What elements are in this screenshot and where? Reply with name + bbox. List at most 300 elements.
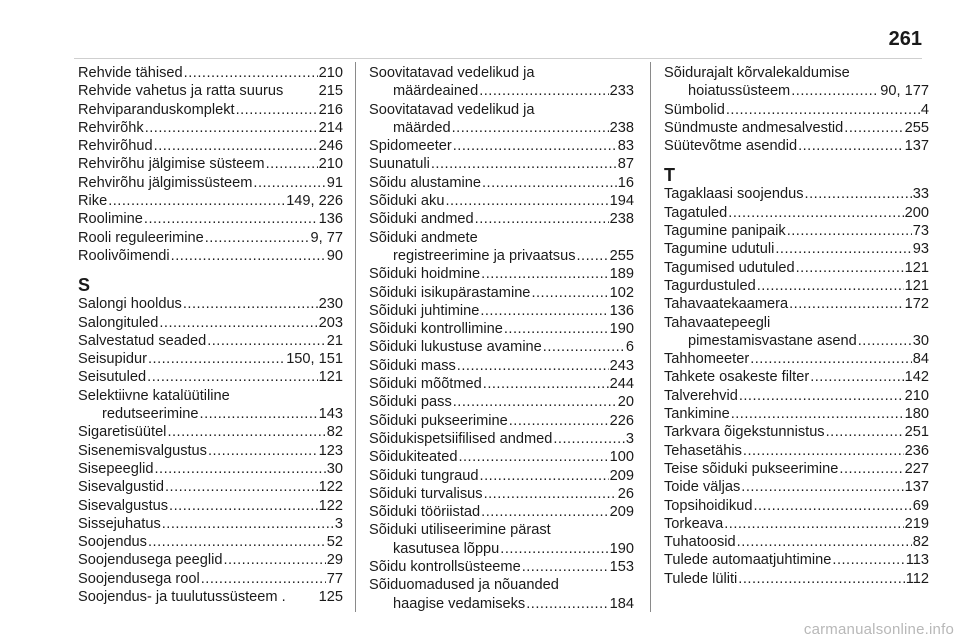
index-entry: [78, 192, 343, 210]
index-entry-page: 214: [318, 119, 343, 136]
index-entry-text: Salvestatud seaded: [78, 332, 207, 349]
index-entry-text: Soovitatavad vedelikud ja: [369, 101, 535, 118]
index-letter-heading: T: [664, 165, 675, 186]
index-entry-page: 33: [912, 186, 929, 203]
index-entry: [78, 82, 343, 100]
dot-leader: [148, 533, 326, 551]
index-entry-page: 243: [609, 357, 634, 374]
dot-leader: [154, 137, 318, 155]
index-entry: [369, 485, 634, 503]
index-entry-text: Soojendus- ja tuulutussüsteem .: [78, 589, 286, 606]
index-entry-page: 255: [904, 119, 929, 136]
column-divider: [650, 62, 651, 612]
index-entry: [78, 137, 343, 155]
index-entry-text: Sisevalgustid: [78, 479, 164, 496]
index-entry-page: 137: [904, 479, 929, 496]
index-entry: [664, 497, 929, 515]
index-entry-page: 123: [318, 442, 343, 459]
index-entry: [664, 332, 929, 350]
dot-leader: [504, 320, 609, 338]
index-entry-page: 227: [904, 460, 929, 477]
index-entry: [78, 570, 343, 588]
index-entry-page: 90: [326, 247, 343, 264]
dot-leader: [480, 302, 608, 320]
index-entry-text: Tagatuled: [664, 204, 728, 221]
dot-leader: [483, 375, 609, 393]
index-entry-page: 84: [912, 351, 929, 368]
index-entry-text: Tehasetähis: [664, 442, 742, 459]
index-entry-text: Tagurdustuled: [664, 277, 756, 294]
index-entry: [78, 155, 343, 173]
index-entry-page: 29: [326, 552, 343, 569]
index-entry-page: 210: [318, 156, 343, 173]
index-entry: [664, 137, 929, 155]
index-entry-text: Tahavaatepeegli: [664, 314, 771, 331]
index-entry-page: 77: [326, 570, 343, 587]
dot-leader: [805, 185, 912, 203]
index-entry-page: 215: [318, 83, 343, 100]
dot-leader: [162, 515, 334, 533]
dot-leader: [738, 570, 904, 588]
index-entry-page: 210: [904, 387, 929, 404]
column-divider: [355, 62, 356, 612]
dot-leader: [108, 192, 285, 210]
index-entry-text: Soojendusega peeglid: [78, 552, 223, 569]
index-entry: [369, 375, 634, 393]
index-entry-text: Sõiduki mõõtmed: [369, 376, 482, 393]
index-entry-page: 203: [318, 314, 343, 331]
dot-leader: [798, 137, 904, 155]
index-entry-text: määrdeained: [393, 83, 479, 100]
index-entry-text: registreerimine ja privaatsus: [393, 247, 576, 264]
index-entry-text: Tahavaatekaamera: [664, 296, 789, 313]
index-entry-page: 30: [912, 332, 929, 349]
index-entry-page: 82: [326, 424, 343, 441]
watermark: carmanualsonline.info: [803, 621, 954, 638]
index-entry: [369, 393, 634, 411]
dot-leader: [144, 210, 318, 228]
index-entry-page: 100: [609, 449, 634, 466]
index-entry-text: redutseerimine: [102, 406, 199, 423]
dot-leader: [726, 101, 920, 119]
index-entry-text: Rehvirõhu jälgimise süsteem: [78, 156, 265, 173]
index-entry-text: Rehviparanduskomplekt: [78, 101, 235, 118]
index-entry: [664, 387, 929, 405]
index-entry-page: 136: [609, 302, 634, 319]
index-entry-page: 216: [318, 101, 343, 118]
dot-leader: [577, 247, 609, 265]
index-entry-text: Sõidukiteated: [369, 449, 458, 466]
index-entry: [664, 570, 929, 588]
index-entry-text: Sõiduki andmete: [369, 229, 478, 246]
index-entry-text: Sissejuhatus: [78, 515, 161, 532]
index-entry-page: 209: [609, 504, 634, 521]
dot-leader: [223, 551, 325, 569]
index-entry: [664, 368, 929, 386]
index-entry: [78, 314, 343, 332]
index-entry-text: Sõiduki utiliseerimine pärast: [369, 522, 551, 539]
dot-leader: [482, 174, 617, 192]
index-entry: [78, 229, 343, 247]
index-entry-page: 230: [318, 296, 343, 313]
header-rule: [74, 58, 922, 59]
index-entry-page: 238: [609, 211, 634, 228]
index-entry-text: Tuhatoosid: [664, 534, 736, 551]
dot-leader: [737, 533, 912, 551]
dot-leader: [522, 558, 609, 576]
index-entry-page: 238: [609, 119, 634, 136]
index-entry-text: Rehvirõhu jälgimissüsteem: [78, 174, 253, 191]
index-entry: [369, 302, 634, 320]
index-entry: [664, 259, 929, 277]
dot-leader: [826, 423, 904, 441]
dot-leader: [445, 192, 608, 210]
index-entry-page: 52: [326, 534, 343, 551]
index-entry: [664, 82, 929, 100]
dot-leader: [791, 82, 879, 100]
index-entry-text: Rehvide tähised: [78, 65, 183, 81]
dot-leader: [858, 332, 912, 350]
index-entry: [369, 540, 634, 558]
index-entry-text: kasutusea lõppu: [393, 540, 500, 557]
index-entry-page: 236: [904, 442, 929, 459]
dot-leader: [201, 570, 326, 588]
dot-leader: [787, 222, 912, 240]
index-entry-heading: [369, 101, 634, 119]
dot-leader: [236, 101, 318, 119]
index-entry: [664, 240, 929, 258]
index-entry-text: Sõiduki juhtimine: [369, 302, 480, 319]
index-entry-text: Tulede lüliti: [664, 570, 738, 587]
index-entry-page: 6: [625, 339, 634, 356]
index-entry-page: 20: [617, 394, 634, 411]
index-entry-heading: [78, 387, 343, 405]
dot-leader: [832, 551, 904, 569]
index-entry: [369, 448, 634, 466]
index-entry-text: Sisepeeglid: [78, 460, 154, 477]
index-entry-page: 219: [904, 515, 929, 532]
index-entry-page: 16: [617, 174, 634, 191]
index-entry-text: Sisevalgustus: [78, 497, 169, 514]
index-entry-page: 194: [609, 193, 634, 210]
index-entry-text: Sõiduki pukseerimine: [369, 412, 508, 429]
index-entry: [369, 595, 634, 613]
index-entry: [369, 82, 634, 100]
index-entry-text: Sõiduki andmed: [369, 211, 474, 228]
dot-leader: [753, 497, 911, 515]
index-entry: [78, 119, 343, 137]
index-entry: [369, 210, 634, 228]
index-entry-page: 150, 151: [286, 351, 343, 368]
index-entry: [78, 295, 343, 313]
dot-leader: [484, 485, 617, 503]
index-entry-page: 136: [318, 211, 343, 228]
index-entry-text: Sõiduki aku: [369, 193, 445, 210]
index-entry-page: 91: [326, 174, 343, 191]
index-entry: [664, 350, 929, 368]
index-entry: [369, 119, 634, 137]
index-entry-page: 180: [904, 406, 929, 423]
index-entry-page: 87: [617, 156, 634, 173]
index-entry-page: 90, 177: [880, 83, 929, 100]
index-entry: [78, 174, 343, 192]
index-entry: [664, 101, 929, 119]
dot-leader: [148, 350, 285, 368]
index-entry-text: Sõidu kontrollsüsteeme: [369, 559, 521, 576]
index-entry-text: Teise sõiduki pukseerimine: [664, 460, 839, 477]
index-entry-page: 125: [318, 589, 343, 606]
index-entry-page: 153: [609, 559, 634, 576]
index-entry-text: Tagumised udutuled: [664, 259, 795, 276]
index-entry-text: Spidomeeter: [369, 138, 452, 155]
index-entry-page: 9, 77: [310, 229, 343, 246]
index-entry-page: 200: [904, 204, 929, 221]
index-letter-heading: S: [78, 275, 91, 296]
index-entry-text: Süütevõtme asendid: [664, 138, 798, 155]
index-entry-text: Tagumine udutuli: [664, 241, 775, 258]
dot-leader: [208, 442, 318, 460]
dot-leader: [253, 174, 325, 192]
dot-leader: [457, 357, 609, 375]
index-entry: [78, 478, 343, 496]
dot-leader: [789, 295, 904, 313]
index-entry-text: Rike: [78, 193, 108, 210]
index-entry-text: Tagumine panipaik: [664, 223, 786, 240]
index-entry: [369, 357, 634, 375]
dot-leader: [739, 387, 904, 405]
index-entry-text: Sõiduki isikupärastamine: [369, 284, 531, 301]
index-entry-text: Soojendusega rool: [78, 570, 200, 587]
index-entry: [78, 533, 343, 551]
index-entry-text: Talverehvid: [664, 387, 738, 404]
dot-leader: [724, 515, 903, 533]
index-entry-text: Sõiduki kontrollimine: [369, 321, 503, 338]
index-entry-page: 190: [609, 321, 634, 338]
index-entry-text: Sõiduki lukustuse avamine: [369, 339, 542, 356]
index-entry-heading: [369, 229, 634, 247]
index-entry: [664, 222, 929, 240]
dot-leader: [741, 478, 903, 496]
index-entry-text: Seisutuled: [78, 369, 147, 386]
index-entry: [369, 247, 634, 265]
index-entry: [78, 64, 343, 82]
index-column-3: [664, 64, 929, 588]
index-entry-text: Tahkete osakeste filter: [664, 369, 810, 386]
index-entry: [664, 551, 929, 569]
index-entry: [664, 442, 929, 460]
index-entry: [369, 338, 634, 356]
index-entry: [78, 515, 343, 533]
index-entry-page: 121: [904, 277, 929, 294]
index-entry-text: Rehvide vahetus ja ratta suurus: [78, 83, 284, 100]
index-entry-text: Sigaretisüütel: [78, 424, 167, 441]
dot-leader: [743, 442, 904, 460]
index-entry-page: 93: [912, 241, 929, 258]
index-entry-page: 21: [326, 332, 343, 349]
index-entry-page: 246: [318, 138, 343, 155]
index-entry: [78, 210, 343, 228]
index-entry-page: 137: [904, 138, 929, 155]
index-entry: [369, 137, 634, 155]
index-entry-page: 26: [617, 485, 634, 502]
index-entry-text: haagise vedamiseks: [393, 595, 526, 612]
index-entry-text: Sõiduki turvalisus: [369, 485, 483, 502]
index-entry-page: 83: [617, 138, 634, 155]
index-entry: [369, 192, 634, 210]
dot-leader: [147, 368, 317, 386]
dot-leader: [145, 119, 318, 137]
page-number: 261: [888, 28, 922, 50]
dot-leader: [500, 540, 608, 558]
dot-leader: [775, 240, 911, 258]
index-entry-page: 190: [609, 540, 634, 557]
index-entry-page: 122: [318, 497, 343, 514]
index-entry: [664, 405, 929, 423]
index-entry: [78, 332, 343, 350]
index-entry-heading: [369, 64, 634, 82]
index-entry-page: 143: [318, 406, 343, 423]
index-entry-text: Torkeava: [664, 515, 724, 532]
dot-leader: [526, 595, 608, 613]
index-entry: [78, 247, 343, 265]
index-entry-text: Selektiivne katalüütiline: [78, 387, 230, 404]
index-entry: [664, 277, 929, 295]
dot-leader: [184, 64, 318, 82]
dot-leader: [154, 460, 325, 478]
dot-leader: [509, 412, 609, 430]
index-entry: [369, 320, 634, 338]
index-entry-text: Tarkvara õigekstunnistus: [664, 424, 825, 441]
index-entry-text: Sõiduki hoidmine: [369, 266, 481, 283]
index-entry-heading: [369, 521, 634, 539]
index-column-1: [78, 64, 343, 606]
index-entry-page: 122: [318, 479, 343, 496]
index-entry: [78, 497, 343, 515]
index-entry: [664, 119, 929, 137]
index-entry-page: 112: [905, 570, 929, 587]
index-entry-text: pimestamisvastane asend: [688, 332, 857, 349]
index-entry-page: 121: [318, 369, 343, 386]
index-entry: [78, 442, 343, 460]
index-entry-text: Rehvirõhud: [78, 138, 153, 155]
index-entry-page: 142: [904, 369, 929, 386]
index-entry: [369, 467, 634, 485]
index-entry-text: Roolimine: [78, 211, 143, 228]
index-entry: [664, 185, 929, 203]
index-entry-page: 102: [609, 284, 634, 301]
dot-leader: [165, 478, 318, 496]
dot-leader: [480, 467, 609, 485]
dot-leader: [205, 229, 310, 247]
dot-leader: [453, 137, 617, 155]
index-entry-text: Rooli reguleerimine: [78, 229, 204, 246]
index-entry: [78, 551, 343, 569]
index-entry-text: Sõiduki mass: [369, 357, 456, 374]
index-entry: [78, 350, 343, 368]
index-entry-page: 30: [326, 460, 343, 477]
index-entry: [369, 284, 634, 302]
index-entry-page: 3: [334, 515, 343, 532]
dot-leader: [169, 497, 318, 515]
index-entry: [664, 533, 929, 551]
dot-leader: [431, 155, 617, 173]
dot-leader: [531, 284, 608, 302]
index-entry-text: Sõidu alustamine: [369, 174, 481, 191]
index-entry: [664, 423, 929, 441]
dot-leader: [453, 393, 617, 411]
index-entry-text: hoiatussüsteem: [688, 83, 791, 100]
index-entry-page: 121: [904, 259, 929, 276]
index-entry-text: Tulede automaatjuhtimine: [664, 552, 832, 569]
index-entry-text: Sündmuste andmesalvestid: [664, 119, 844, 136]
index-entry-text: Rehvirõhk: [78, 119, 144, 136]
index-entry: [369, 503, 634, 521]
index-entry-heading: [369, 576, 634, 594]
index-entry-text: Soojendus: [78, 534, 147, 551]
index-entry: [369, 412, 634, 430]
dot-leader: [167, 423, 325, 441]
index-entry-heading: [664, 314, 929, 332]
dot-leader: [750, 350, 912, 368]
index-entry-text: Sõiduki tungraud: [369, 467, 479, 484]
dot-leader: [810, 368, 903, 386]
dot-leader: [475, 210, 609, 228]
index-entry: [369, 174, 634, 192]
dot-leader: [159, 314, 317, 332]
index-entry-page: 244: [609, 376, 634, 393]
index-entry-text: Seisupidur: [78, 351, 147, 368]
index-entry: [78, 368, 343, 386]
index-entry-page: 255: [609, 247, 634, 264]
index-entry: [78, 460, 343, 478]
index-entry: [78, 423, 343, 441]
index-entry: [78, 405, 343, 423]
index-entry-page: 210: [318, 65, 343, 81]
index-column-2: [369, 64, 634, 613]
index-entry-text: Sisenemisvalgustus: [78, 442, 207, 459]
index-entry-text: Sõidukispetsiifilised andmed: [369, 430, 553, 447]
index-entry-text: Tahhomeeter: [664, 351, 750, 368]
index-entry-heading: [664, 64, 929, 82]
index-entry-page: 3: [625, 430, 634, 447]
dot-leader: [458, 448, 608, 466]
index-entry-text: Sõidurajalt kõrvalekaldumise: [664, 65, 850, 81]
dot-leader: [481, 265, 608, 283]
dot-leader: [452, 119, 609, 137]
dot-leader: [479, 82, 608, 100]
dot-leader: [207, 332, 326, 350]
dot-leader: [553, 430, 625, 448]
index-entry-page: 73: [912, 223, 929, 240]
index-entry-page: 172: [904, 296, 929, 313]
index-entry: [78, 588, 343, 606]
index-entry-text: Topsihoidikud: [664, 497, 753, 514]
index-entry-page: 113: [905, 552, 929, 569]
index-entry-page: 4: [920, 101, 929, 118]
index-entry-text: Salongi hooldus: [78, 296, 182, 313]
index-entry-page: 226: [609, 412, 634, 429]
index-entry: [664, 204, 929, 222]
index-entry: [664, 295, 929, 313]
index-entry-text: Tankimine: [664, 406, 730, 423]
index-entry: [664, 478, 929, 496]
dot-leader: [171, 247, 326, 265]
index-entry: [664, 515, 929, 533]
index-entry-page: 82: [912, 534, 929, 551]
index-entry-text: Soovitatavad vedelikud ja: [369, 65, 535, 81]
index-entry-text: Roolivõimendi: [78, 247, 170, 264]
index-entry-text: Suunatuli: [369, 156, 430, 173]
